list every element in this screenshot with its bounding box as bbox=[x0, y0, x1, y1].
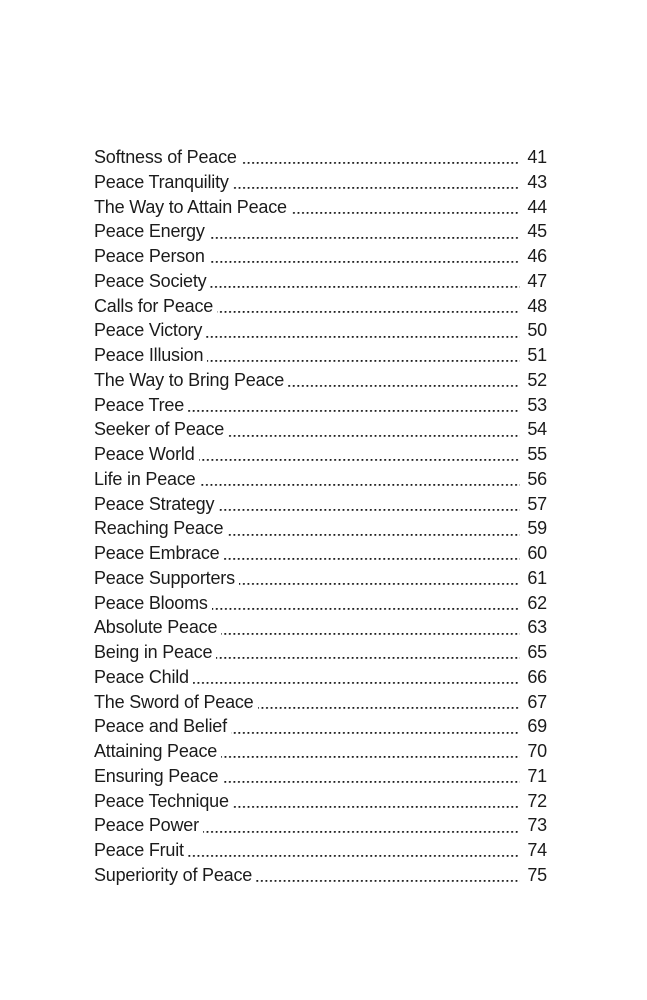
toc-entry[interactable] bbox=[94, 665, 547, 690]
toc-entry[interactable] bbox=[94, 269, 547, 294]
dot-leader bbox=[199, 442, 520, 467]
toc-entry[interactable] bbox=[94, 467, 547, 492]
toc-entry-title: Peace Child bbox=[94, 666, 189, 687]
toc-entry-title: Peace Tranquility bbox=[94, 171, 229, 192]
toc-entry-title: Peace Blooms bbox=[94, 592, 208, 613]
toc-entry-title: Peace Strategy bbox=[94, 493, 215, 514]
dot-leader bbox=[218, 492, 520, 517]
dot-leader bbox=[291, 195, 520, 220]
toc-entry-page-number: 57 bbox=[527, 493, 547, 514]
toc-entry-title: Life in Peace bbox=[94, 468, 196, 489]
dot-leader bbox=[222, 764, 520, 789]
dot-leader bbox=[210, 269, 520, 294]
table-of-contents bbox=[94, 145, 547, 888]
toc-entry[interactable] bbox=[94, 442, 547, 467]
toc-entry[interactable] bbox=[94, 516, 547, 541]
toc-entry-list bbox=[94, 145, 547, 888]
toc-entry[interactable] bbox=[94, 764, 547, 789]
toc-entry-title: Peace and Belief bbox=[94, 716, 227, 737]
dot-leader bbox=[221, 615, 520, 640]
toc-entry-page-number: 59 bbox=[527, 518, 547, 539]
dot-leader bbox=[223, 541, 520, 566]
toc-entry-title: Peace Embrace bbox=[94, 543, 220, 563]
toc-entry[interactable] bbox=[94, 690, 547, 715]
toc-entry[interactable] bbox=[94, 195, 547, 220]
toc-entry[interactable] bbox=[94, 417, 547, 442]
dot-leader bbox=[239, 566, 520, 591]
toc-entry[interactable] bbox=[94, 244, 547, 269]
toc-entry-title: The Sword of Peace bbox=[94, 691, 254, 712]
toc-entry[interactable] bbox=[94, 591, 547, 616]
toc-entry-page-number: 73 bbox=[527, 815, 547, 836]
toc-entry-title: Peace Illusion bbox=[94, 345, 204, 365]
toc-entry[interactable] bbox=[94, 294, 547, 319]
toc-entry-title: Peace Fruit bbox=[94, 840, 184, 860]
toc-entry-page-number: 44 bbox=[527, 196, 547, 217]
toc-entry-page-number: 67 bbox=[527, 691, 547, 712]
dot-leader bbox=[207, 343, 520, 368]
dot-leader bbox=[203, 813, 520, 838]
toc-entry-title: Peace Supporters bbox=[94, 567, 235, 588]
toc-entry-title: Peace Energy bbox=[94, 221, 205, 242]
toc-entry-title: Peace Power bbox=[94, 815, 199, 836]
toc-entry-page-number: 43 bbox=[527, 171, 547, 192]
toc-entry-page-number: 53 bbox=[527, 394, 547, 415]
toc-entry[interactable] bbox=[94, 566, 547, 591]
toc-entry[interactable] bbox=[94, 789, 547, 814]
toc-entry[interactable] bbox=[94, 863, 547, 888]
toc-entry-page-number: 74 bbox=[527, 840, 547, 860]
toc-entry[interactable] bbox=[94, 739, 547, 764]
dot-leader bbox=[193, 665, 520, 690]
dot-leader bbox=[216, 640, 520, 665]
toc-entry-page-number: 62 bbox=[527, 592, 547, 613]
toc-entry-title: Peace Technique bbox=[94, 790, 229, 811]
toc-entry[interactable] bbox=[94, 393, 547, 418]
toc-entry-page-number: 71 bbox=[527, 765, 547, 786]
dot-leader bbox=[209, 219, 520, 244]
toc-entry-title: Peace Tree bbox=[94, 394, 185, 415]
toc-entry-title: Peace Victory bbox=[94, 320, 203, 341]
toc-entry[interactable] bbox=[94, 145, 547, 170]
toc-entry[interactable] bbox=[94, 615, 547, 640]
toc-entry-title: Ensuring Peace bbox=[94, 765, 219, 786]
dot-leader bbox=[227, 516, 520, 541]
dot-leader bbox=[206, 318, 520, 343]
dot-leader bbox=[241, 145, 520, 170]
toc-entry[interactable] bbox=[94, 714, 547, 739]
toc-entry[interactable] bbox=[94, 170, 547, 195]
toc-entry-page-number: 60 bbox=[527, 543, 547, 563]
dot-leader bbox=[221, 739, 520, 764]
toc-entry-title: Absolute Peace bbox=[94, 617, 218, 638]
toc-entry-title: Seeker of Peace bbox=[94, 419, 225, 440]
toc-entry-page-number: 69 bbox=[527, 716, 547, 737]
toc-entry-page-number: 46 bbox=[527, 246, 547, 266]
toc-entry-page-number: 50 bbox=[527, 320, 547, 341]
toc-entry[interactable] bbox=[94, 219, 547, 244]
toc-entry[interactable] bbox=[94, 492, 547, 517]
toc-entry-page-number: 52 bbox=[527, 369, 547, 390]
toc-entry-page-number: 65 bbox=[527, 642, 547, 662]
toc-entry-page-number: 41 bbox=[527, 147, 547, 167]
toc-entry-title: Calls for Peace bbox=[94, 295, 214, 316]
toc-entry-title: Superiority of Peace bbox=[94, 864, 253, 885]
toc-entry-title: The Way to Bring Peace bbox=[94, 369, 285, 390]
dot-leader bbox=[256, 863, 520, 888]
dot-leader bbox=[217, 294, 520, 319]
toc-entry-title: Peace Society bbox=[94, 270, 207, 291]
toc-entry-page-number: 72 bbox=[527, 790, 547, 811]
dot-leader bbox=[258, 690, 521, 715]
toc-entry-title: Peace Person bbox=[94, 246, 205, 266]
toc-entry-page-number: 56 bbox=[527, 468, 547, 489]
toc-entry-page-number: 45 bbox=[527, 221, 547, 242]
toc-entry[interactable] bbox=[94, 640, 547, 665]
toc-entry-page-number: 51 bbox=[527, 345, 547, 365]
dot-leader bbox=[209, 244, 520, 269]
toc-entry-title: Peace World bbox=[94, 444, 195, 464]
toc-entry[interactable] bbox=[94, 838, 547, 863]
toc-entry-page-number: 55 bbox=[527, 444, 547, 464]
toc-entry[interactable] bbox=[94, 368, 547, 393]
dot-leader bbox=[233, 170, 520, 195]
toc-entry-page-number: 75 bbox=[527, 864, 547, 885]
toc-entry-title: The Way to Attain Peace bbox=[94, 196, 287, 217]
dot-leader bbox=[233, 789, 520, 814]
toc-entry-page-number: 63 bbox=[527, 617, 547, 638]
dot-leader bbox=[199, 467, 520, 492]
toc-entry[interactable] bbox=[94, 541, 547, 566]
toc-entry-title: Softness of Peace bbox=[94, 147, 237, 167]
toc-entry-page-number: 70 bbox=[527, 741, 547, 761]
toc-entry[interactable] bbox=[94, 813, 547, 838]
dot-leader bbox=[212, 591, 520, 616]
toc-entry-page-number: 47 bbox=[527, 270, 547, 291]
toc-entry[interactable] bbox=[94, 343, 547, 368]
toc-entry-page-number: 54 bbox=[527, 419, 547, 440]
toc-entry-title: Reaching Peace bbox=[94, 518, 224, 539]
toc-entry-title: Attaining Peace bbox=[94, 741, 218, 761]
toc-entry[interactable] bbox=[94, 318, 547, 343]
toc-entry-page-number: 48 bbox=[527, 295, 547, 316]
toc-entry-page-number: 61 bbox=[527, 567, 547, 588]
dot-leader bbox=[228, 417, 520, 442]
dot-leader bbox=[231, 714, 520, 739]
dot-leader bbox=[288, 368, 520, 393]
dot-leader bbox=[188, 393, 520, 418]
toc-entry-page-number: 66 bbox=[527, 666, 547, 687]
toc-entry-title: Being in Peace bbox=[94, 642, 213, 662]
dot-leader bbox=[188, 838, 520, 863]
